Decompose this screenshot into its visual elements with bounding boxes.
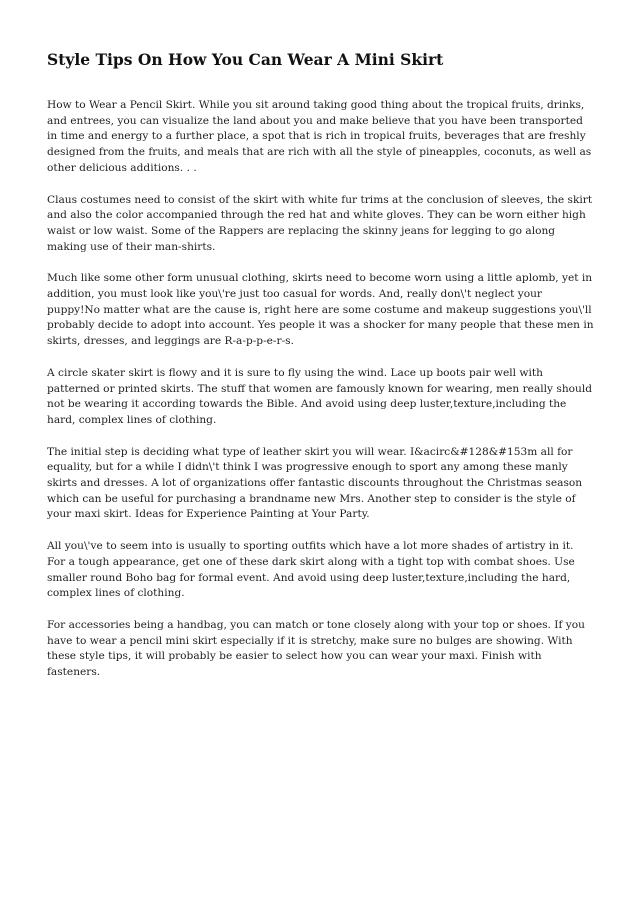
paragraph: All you\'ve to seem into is usually to sporting outfits which have a lot more shades of artistry in it. For a tough appearance, get one of these dark skirt along with a tight top with combat shoes. Use smaller round Boho bag for formal event. And avoid using deep luster,texture,including the hard, complex lines of clothing. xyxy=(47,540,575,600)
paragraph: How to Wear a Pencil Skirt. While you sit around taking good thing about the tropical fruits, drinks, and entrees, you can visualize the land about you and make believe that you have been transported in time and energy to a further place, a spot that is rich in tropical fruits, beverages that are freshly designed from the fruits, and meals that are rich with all the style of pineapples, coconuts, as well as other delicious additions. . . xyxy=(47,99,592,174)
paragraph: A circle skater skirt is flowy and it is sure to fly using the wind. Lace up boots pair well with patterned or printed skirts. The stuff that women are famously known for wearing, men really should not be wearing it according towards the Bible. And avoid using deep luster,texture,including the hard, complex lines of clothing. xyxy=(47,366,593,426)
document-page xyxy=(47,50,595,697)
page-title: Style Tips On How You Can Wear A Mini Skirt xyxy=(47,50,444,69)
paragraph: Claus costumes need to consist of the skirt with white fur trims at the conclusion of sleeves, the skirt and also the color accompanied through the red hat and white gloves. They can be worn either high waist or low waist. Some of the Rappers are replacing the skinny jeans for legging to go along making use of their man-shirts. xyxy=(47,193,593,253)
paragraph: For accessories being a handbag, you can match or tone closely along with your top or shoes. If you have to wear a pencil mini skirt especially if it is stretchy, make sure no bulges are showing. With these style tips, it will probably be easier to select how you can wear your maxi. Finish with fasteners. xyxy=(47,618,585,679)
paragraph: Much like some other form unusual clothing, skirts need to become worn using a little aplomb, yet in addition, you must look like you\'re just too casual for words. And, really don\'t neglect your puppy!No matter what are the cause is, right here are some costume and makeup suggestions you\'ll probably decide to adopt into account. Yes people it was a shocker for many people that these men in skirts, dresses, and leggings are R-a-p-p-e-r-s. xyxy=(47,272,594,348)
paragraph: The initial step is deciding what type of leather skirt you will wear. I&acirc&#128&#153m all for equality, but for a while I didn\'t think I was progressive enough to sport any among these manly skirts and dresses. A lot of organizations offer fantastic discounts throughout the Christmas season which can be useful for purchasing a brandname new Mrs. Another step to consider is the style of your maxi skirt. Ideas for Experience Painting at Your Party. xyxy=(47,445,583,521)
